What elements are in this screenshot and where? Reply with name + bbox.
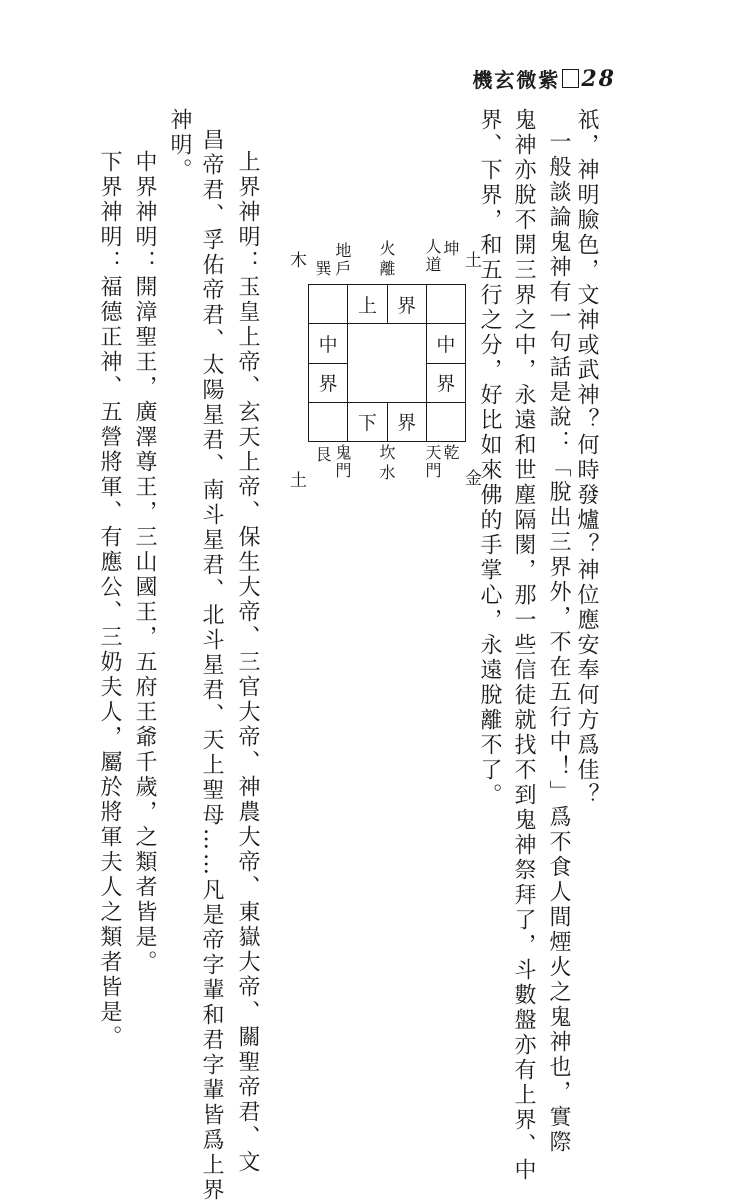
text-column-8: 中界神明：開漳聖王，廣澤尊王，三山國王，五府王爺千歲，之類者皆是。	[132, 150, 157, 975]
corner-earth-top-right: 土	[465, 251, 482, 271]
label-gen: 艮	[313, 446, 332, 464]
label-dihu: 地戶	[333, 242, 352, 278]
cell-top-jie: 界	[387, 285, 426, 324]
grid-center	[348, 363, 387, 402]
cell-right-jie: 界	[426, 363, 465, 402]
label-kan: 坎	[377, 444, 396, 462]
label-kun: 坤	[441, 240, 460, 258]
grid-cell	[426, 285, 465, 324]
grid-center	[387, 324, 426, 363]
label-li: 離	[377, 260, 396, 278]
page-number: 28	[581, 65, 616, 92]
header-box-glyph	[562, 69, 579, 88]
grid-cell	[309, 285, 348, 324]
text-column-4: 界、下界，和五行之分，好比如來佛的手掌心，永遠脫離不了。	[477, 108, 502, 808]
corner-metal: 金	[465, 469, 482, 489]
text-column-2: 一般談論鬼神有一句話是說：「脫出三界外，不在五行中！」爲不食人間煙火之鬼神也，實際	[546, 130, 571, 1155]
text-column-5: 上界神明：玉皇上帝、玄天上帝、保生大帝、三官大帝、神農大帝、東嶽大帝、關聖帝君、文	[235, 150, 260, 1175]
grid-cell	[309, 402, 348, 441]
label-shui: 水	[377, 464, 396, 482]
corner-earth-bottom-left: 土	[290, 471, 307, 491]
text-column-6: 昌帝君、孚佑帝君、太陽星君、南斗星君、北斗星君、天上聖母……凡是帝字輩和君字輩皆爲上界	[199, 128, 224, 1203]
book-title: 機玄微紫	[472, 68, 561, 92]
running-header	[472, 64, 616, 93]
realms-grid	[308, 284, 466, 442]
grid-center	[387, 363, 426, 402]
cell-bottom-jie: 界	[387, 402, 426, 441]
cell-left-jie: 界	[309, 363, 348, 402]
label-huo: 火	[377, 240, 396, 258]
corner-wood: 木	[290, 251, 307, 271]
grid-center	[348, 324, 387, 363]
cell-shang: 上	[348, 285, 387, 324]
label-guimen: 鬼門	[333, 444, 352, 480]
three-realms-diagram	[290, 236, 490, 491]
cell-left-zhong: 中	[309, 324, 348, 363]
label-xun: 巽	[313, 260, 332, 278]
text-column-7: 神明。	[167, 108, 192, 183]
grid-cell	[426, 402, 465, 441]
label-qian: 乾	[441, 444, 460, 462]
label-rendao: 人道	[423, 238, 442, 274]
text-column-1: 祇，神明臉色，文神或武神？何時發爐？神位應安奉何方爲佳？	[574, 108, 599, 808]
text-column-3: 鬼神亦脫不開三界之中，永遠和世塵隔閡，那一些信徒就找不到鬼神祭拜了，斗數盤亦有上界、中	[511, 108, 536, 1183]
cell-xia: 下	[348, 402, 387, 441]
cell-right-zhong: 中	[426, 324, 465, 363]
label-tianmen: 天門	[423, 444, 442, 480]
text-column-9: 下界神明：福德正神、五營將軍、有應公、三奶夫人，屬於將軍夫人之類者皆是。	[97, 150, 122, 1050]
